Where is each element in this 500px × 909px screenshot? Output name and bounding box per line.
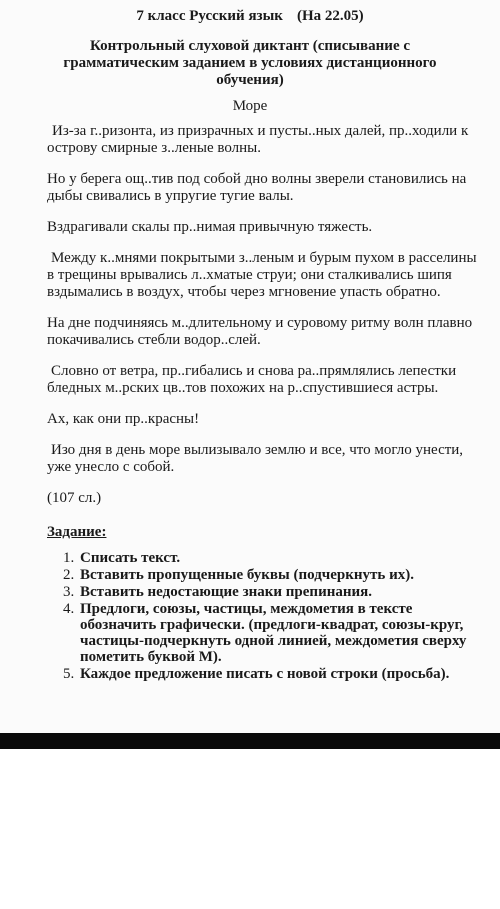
list-item [63, 584, 480, 600]
task-text: Вставить недостающие знаки препинания. [80, 584, 373, 600]
grade-subject: 7 класс Русский язык [136, 8, 283, 24]
task-number: 3. [63, 584, 75, 600]
task-number: 1. [63, 550, 75, 566]
task-text: Предлоги, союзы, частицы, междометия в тексте обозначить графически. (предлоги-квадрат, союзы-круг, частицы-подчеркнуть одной линией, междометия сверху пометить буквой М). [80, 601, 467, 665]
task-number: 2. [63, 567, 75, 583]
screen-edge-bar [0, 733, 500, 749]
text-paragraph: Ах, как они пр..красны! [47, 411, 200, 427]
task-text: Списать текст. [80, 550, 181, 566]
document-title: Контрольный слуховой диктант (списывание с грамматическим заданием в условиях дистанционного обучения) [63, 38, 437, 88]
text-paragraph: На дне подчиняясь м..длительному и суровому ритму волн плавно покачивались стебли водор..слей. [47, 315, 473, 348]
task-text: Каждое предложение писать с новой строки (просьба). [80, 666, 450, 682]
list-item [63, 601, 480, 665]
text-paragraph: Изо дня в день море вылизывало землю и все, что могло унести, уже унесло с собой. [47, 442, 464, 475]
text-paragraph: Из-за г..ризонта, из призрачных и пусты..ных далей, пр..ходили к острову смирные з..леные волны. [47, 123, 469, 156]
document-header [0, 7, 500, 25]
text-paragraph: Словно от ветра, пр..гибались и снова ра..прямлялись лепестки бледных м..рских цв..тов похожих на р..спустившиеся астры. [47, 363, 457, 396]
task-number: 5. [63, 666, 75, 682]
task-text: Вставить пропущенные буквы (подчеркнуть их). [80, 567, 414, 583]
word-count: (107 сл.) [47, 490, 102, 506]
assignment-date: (На 22.05) [296, 8, 364, 24]
text-title: Море [232, 98, 268, 114]
list-item [63, 666, 480, 682]
task-list [63, 550, 480, 682]
task-heading: Задание: [47, 524, 107, 540]
text-paragraph: Между к..мнями покрытыми з..леным и бурым пухом в расселины в трещины врывались л..хматые струи; они сталкивались шипя вздымались в воздух, чтобы через мгновение упасть обратно. [47, 250, 477, 300]
blank-area [0, 749, 500, 909]
task-number: 4. [63, 601, 75, 617]
list-item [63, 550, 480, 566]
list-item [63, 567, 480, 583]
text-paragraph: Вздрагивали скалы пр..нимая привычную тяжесть. [47, 219, 373, 235]
text-paragraph: Но у берега ощ..тив под собой дно волны зверели становились на дыбы свивались в упругие тугие валы. [47, 171, 467, 204]
